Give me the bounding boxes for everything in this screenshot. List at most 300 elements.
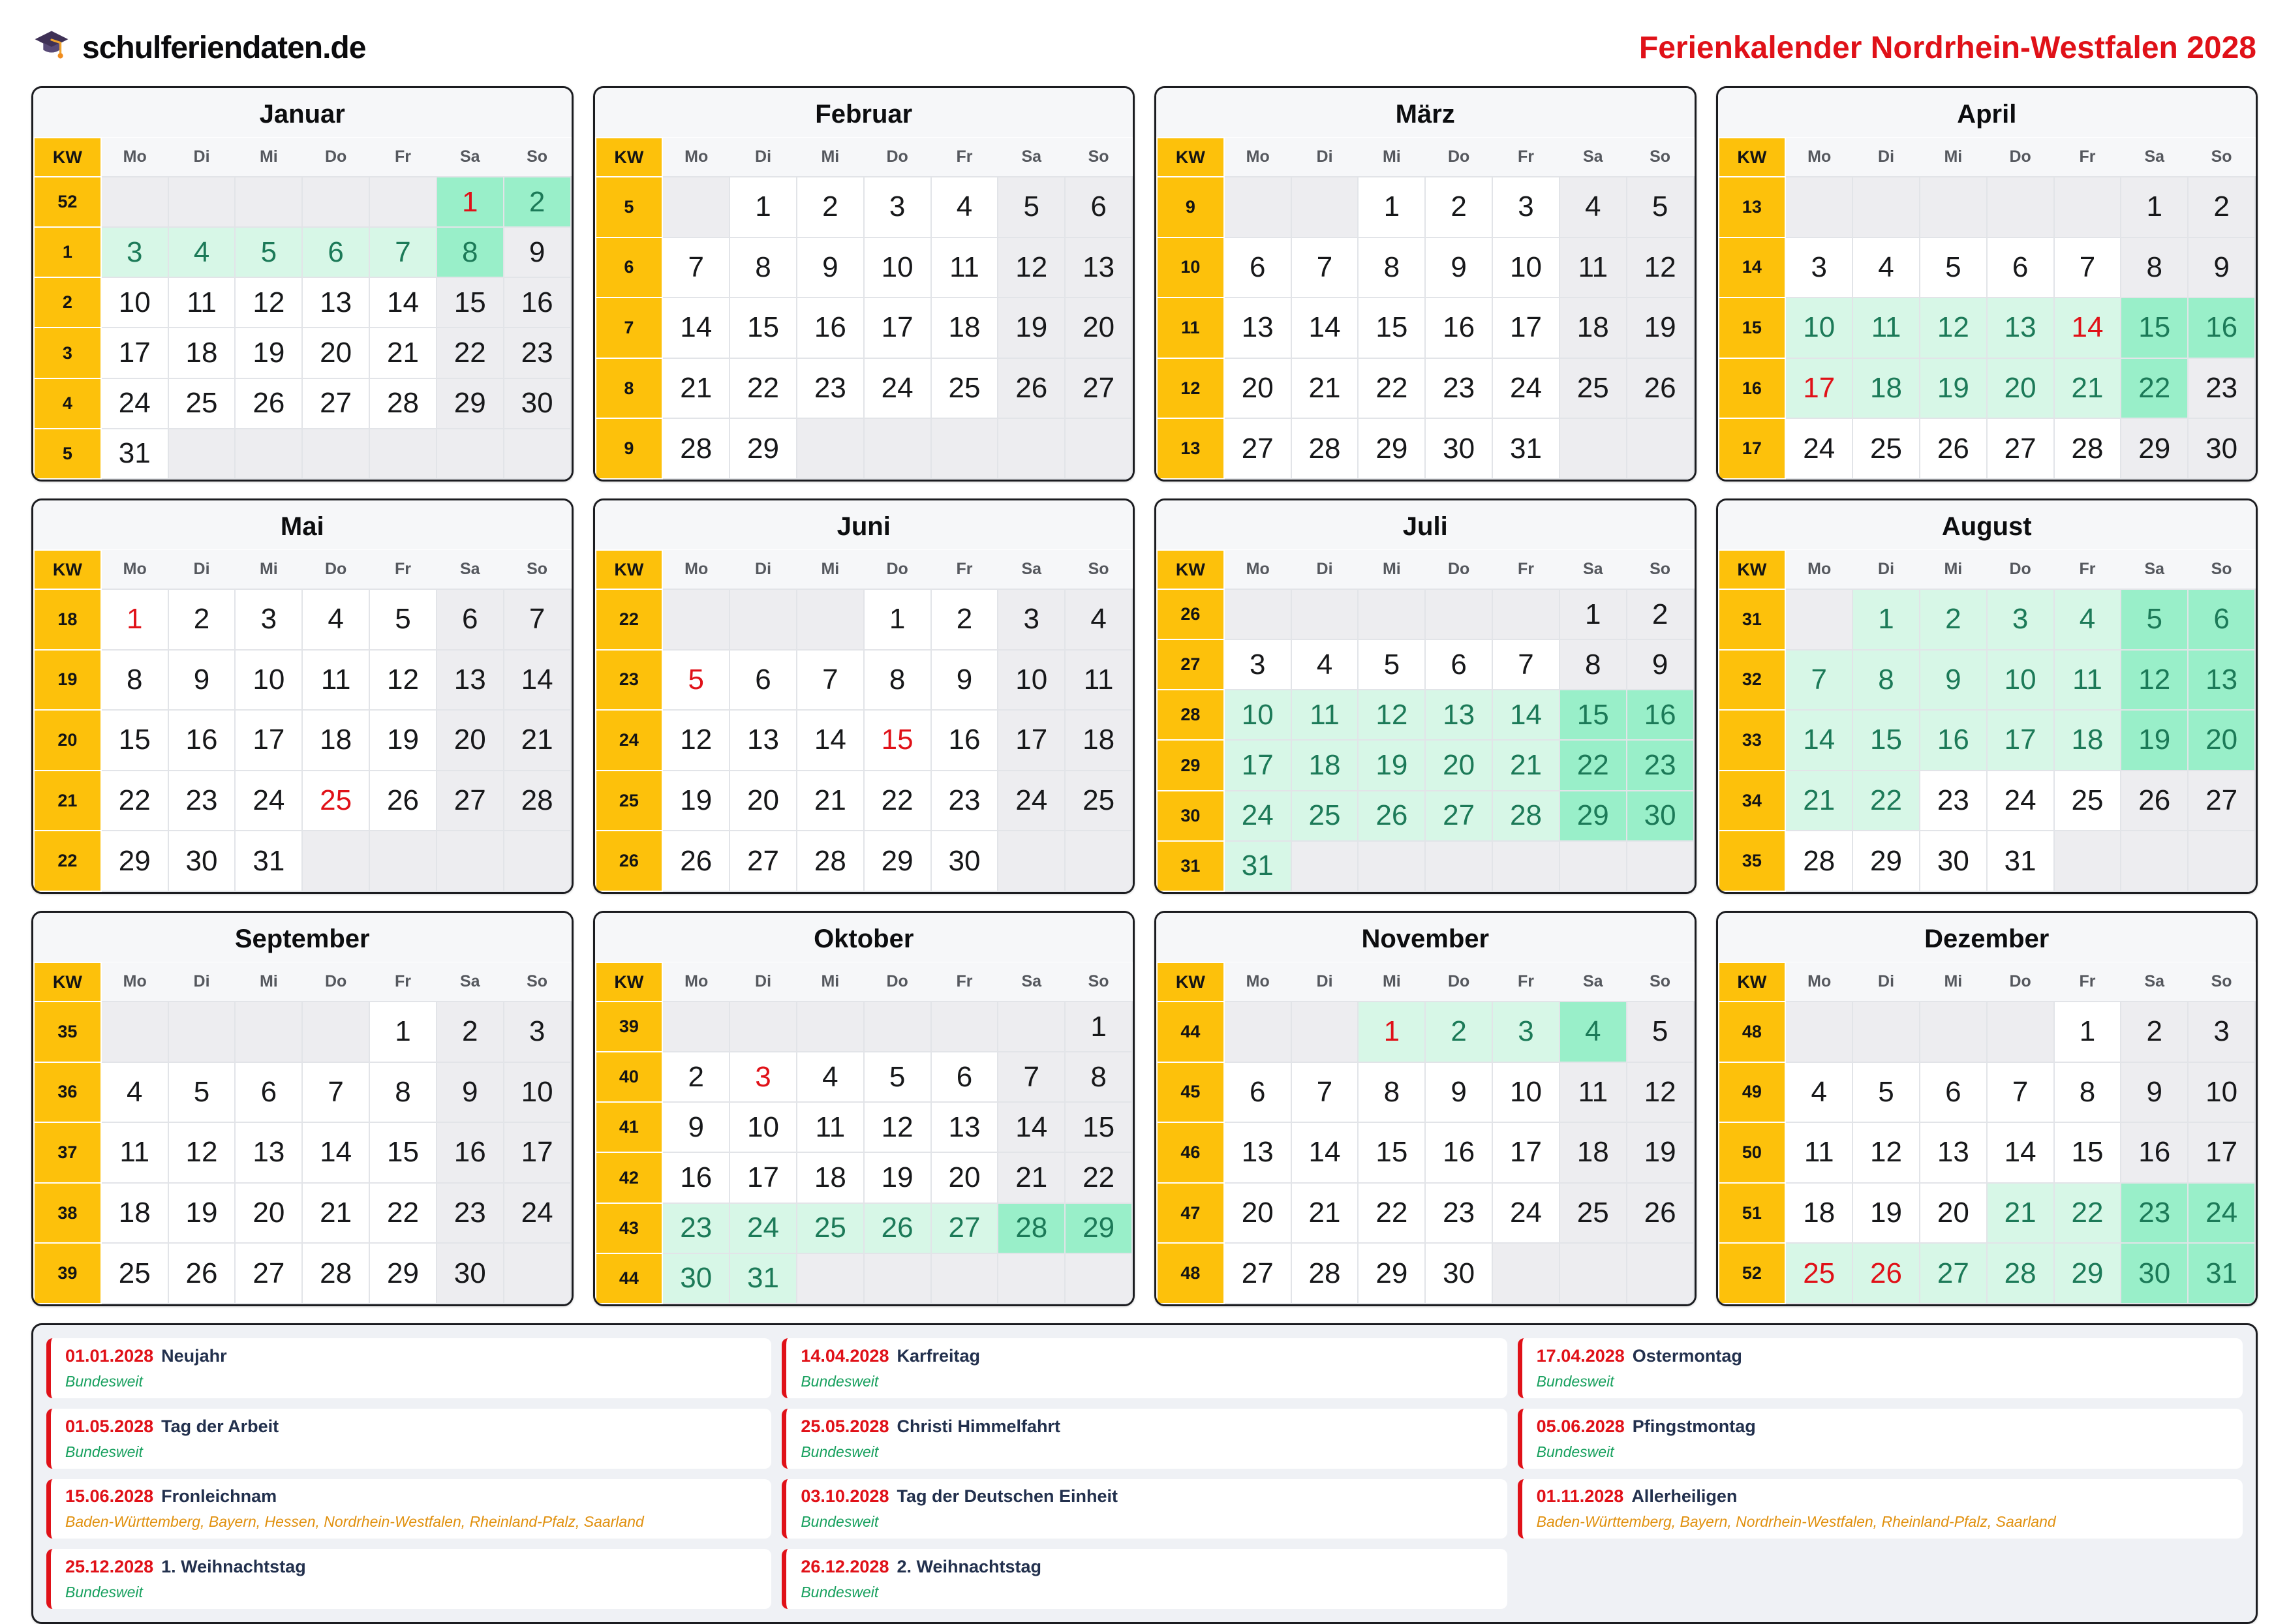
day-cell-empty — [168, 429, 236, 479]
week-number: 18 — [34, 589, 101, 650]
day-cell: 10 — [864, 237, 931, 298]
day-cell: 21 — [504, 710, 571, 771]
month-table — [1156, 962, 1695, 1304]
day-cell: 5 — [1627, 177, 1694, 237]
day-cell: 17 — [1785, 358, 1852, 419]
day-cell: 8 — [1852, 650, 1920, 711]
month-title: Januar — [33, 88, 572, 137]
day-cell: 20 — [931, 1152, 998, 1203]
day-cell-empty — [235, 1002, 302, 1062]
day-cell-empty — [1920, 177, 1987, 237]
weekday-header: Sa — [998, 550, 1065, 589]
day-cell: 3 — [2188, 1002, 2255, 1062]
day-cell: 18 — [1291, 740, 1359, 790]
day-cell: 22 — [2121, 358, 2188, 419]
week-number: 22 — [596, 589, 663, 650]
day-cell: 6 — [730, 650, 797, 711]
day-cell-empty — [168, 177, 236, 227]
weekday-header: Do — [302, 962, 369, 1002]
week-number: 7 — [596, 298, 663, 358]
day-cell: 2 — [1627, 589, 1694, 639]
day-cell-empty — [2121, 831, 2188, 891]
day-cell: 9 — [797, 237, 864, 298]
day-cell: 17 — [2188, 1122, 2255, 1183]
week-number: 23 — [596, 650, 663, 711]
weekday-header: Do — [1987, 138, 2054, 177]
day-cell-empty — [730, 589, 797, 650]
weekday-header: Mi — [1920, 962, 1987, 1002]
kw-header: KW — [34, 138, 101, 177]
day-cell: 7 — [797, 650, 864, 711]
day-cell: 4 — [1852, 237, 1920, 298]
day-cell: 1 — [864, 589, 931, 650]
day-cell: 9 — [1425, 237, 1492, 298]
day-cell: 10 — [998, 650, 1065, 711]
day-cell-empty — [864, 418, 931, 479]
day-cell: 28 — [1987, 1243, 2054, 1304]
day-cell: 1 — [101, 589, 168, 650]
weekday-header: Mo — [1224, 550, 1291, 589]
week-number: 12 — [1157, 358, 1224, 419]
day-cell: 16 — [168, 710, 236, 771]
weekday-header: Do — [1987, 550, 2054, 589]
day-cell: 29 — [730, 418, 797, 479]
day-cell: 25 — [1291, 791, 1359, 841]
day-cell: 31 — [101, 429, 168, 479]
week-number: 48 — [1719, 1002, 1786, 1062]
day-cell: 12 — [662, 710, 730, 771]
day-cell: 30 — [504, 378, 571, 429]
month-calendar — [593, 498, 1135, 894]
holiday-scope: Bundesweit — [801, 1584, 879, 1601]
day-cell: 14 — [1492, 690, 1559, 740]
day-cell: 6 — [1425, 639, 1492, 690]
day-cell: 15 — [2121, 298, 2188, 358]
day-cell: 9 — [168, 650, 236, 711]
holiday-date: 26.12.2028 — [801, 1557, 889, 1577]
day-cell: 30 — [1425, 1243, 1492, 1304]
day-cell-empty — [101, 177, 168, 227]
holiday-item — [46, 1549, 771, 1609]
day-cell-empty — [1785, 177, 1852, 237]
week-number: 44 — [1157, 1002, 1224, 1062]
day-cell: 7 — [302, 1062, 369, 1123]
day-cell-empty — [1559, 841, 1627, 891]
day-cell: 15 — [369, 1122, 437, 1183]
holiday-item — [782, 1549, 1507, 1609]
day-cell: 16 — [1425, 1122, 1492, 1183]
day-cell: 30 — [2188, 418, 2255, 479]
day-cell: 16 — [2188, 298, 2255, 358]
day-cell: 26 — [1920, 418, 1987, 479]
day-cell-empty — [302, 1002, 369, 1062]
day-cell-empty — [1224, 589, 1291, 639]
day-cell: 21 — [662, 358, 730, 419]
day-cell-empty — [2054, 177, 2121, 237]
day-cell: 20 — [1987, 358, 2054, 419]
kw-header: KW — [1719, 138, 1786, 177]
day-cell: 17 — [235, 710, 302, 771]
day-cell-empty — [1627, 841, 1694, 891]
day-cell: 19 — [1627, 1122, 1694, 1183]
day-cell: 18 — [1559, 1122, 1627, 1183]
day-cell-empty — [369, 177, 437, 227]
day-cell-empty — [730, 1002, 797, 1052]
day-cell-empty — [1785, 1002, 1852, 1062]
day-cell: 3 — [101, 227, 168, 277]
day-cell: 9 — [2188, 237, 2255, 298]
day-cell: 17 — [1224, 740, 1291, 790]
day-cell: 25 — [931, 358, 998, 419]
day-cell: 16 — [662, 1152, 730, 1203]
day-cell: 8 — [2054, 1062, 2121, 1123]
holiday-date: 17.04.2028 — [1536, 1345, 1625, 1366]
week-number: 17 — [1719, 418, 1786, 479]
weekday-header: Fr — [369, 550, 437, 589]
day-cell-empty — [864, 1002, 931, 1052]
day-cell-empty — [1224, 1002, 1291, 1062]
weekday-header: Fr — [2054, 962, 2121, 1002]
holiday-name: Neujahr — [161, 1345, 227, 1366]
weekday-header: Mi — [1358, 138, 1425, 177]
day-cell: 10 — [1492, 1062, 1559, 1123]
weekday-header: Fr — [1492, 962, 1559, 1002]
weekday-header: Mi — [797, 138, 864, 177]
day-cell: 3 — [1987, 589, 2054, 650]
day-cell: 31 — [1987, 831, 2054, 891]
day-cell: 6 — [235, 1062, 302, 1123]
day-cell: 1 — [1559, 589, 1627, 639]
day-cell: 14 — [1291, 298, 1359, 358]
day-cell: 16 — [1627, 690, 1694, 740]
day-cell: 24 — [998, 771, 1065, 831]
weekday-header: Di — [1852, 962, 1920, 1002]
weekday-header: Di — [730, 138, 797, 177]
weekday-header: Mo — [101, 138, 168, 177]
day-cell: 5 — [998, 177, 1065, 237]
day-cell: 22 — [2054, 1183, 2121, 1244]
week-number: 24 — [596, 710, 663, 771]
weekday-header: Mo — [1224, 962, 1291, 1002]
holiday-date: 25.05.2028 — [801, 1416, 889, 1436]
day-cell: 5 — [864, 1052, 931, 1102]
day-cell: 12 — [1920, 298, 1987, 358]
day-cell: 27 — [2188, 771, 2255, 831]
week-number: 45 — [1157, 1062, 1224, 1123]
week-number: 28 — [1157, 690, 1224, 740]
month-table — [33, 962, 572, 1304]
day-cell-empty — [1291, 841, 1359, 891]
day-cell: 28 — [1492, 791, 1559, 841]
day-cell: 11 — [1852, 298, 1920, 358]
day-cell-empty — [1065, 1253, 1132, 1304]
day-cell: 16 — [1425, 298, 1492, 358]
day-cell: 31 — [235, 831, 302, 891]
weekday-header: So — [2188, 138, 2255, 177]
week-number: 44 — [596, 1253, 663, 1304]
day-cell: 30 — [1920, 831, 1987, 891]
day-cell: 3 — [864, 177, 931, 237]
day-cell: 5 — [662, 650, 730, 711]
weekday-header: Sa — [2121, 962, 2188, 1002]
day-cell: 21 — [998, 1152, 1065, 1203]
month-table — [1156, 137, 1695, 480]
day-cell: 23 — [1920, 771, 1987, 831]
week-number: 10 — [1157, 237, 1224, 298]
day-cell: 22 — [1559, 740, 1627, 790]
weekday-header: So — [1627, 550, 1694, 589]
day-cell: 27 — [1224, 1243, 1291, 1304]
graduation-cap-icon — [33, 27, 70, 69]
week-number: 48 — [1157, 1243, 1224, 1304]
day-cell: 12 — [369, 650, 437, 711]
weekday-header: Fr — [931, 550, 998, 589]
day-cell: 30 — [2121, 1243, 2188, 1304]
day-cell: 20 — [302, 328, 369, 378]
day-cell: 18 — [101, 1183, 168, 1244]
week-number: 22 — [34, 831, 101, 891]
day-cell: 30 — [931, 831, 998, 891]
day-cell-empty — [662, 1002, 730, 1052]
day-cell-empty — [2054, 831, 2121, 891]
week-number: 35 — [34, 1002, 101, 1062]
day-cell: 19 — [2121, 710, 2188, 771]
week-number: 25 — [596, 771, 663, 831]
kw-header: KW — [1719, 962, 1786, 1002]
day-cell: 13 — [2188, 650, 2255, 711]
month-calendar — [1154, 911, 1697, 1306]
day-cell: 9 — [662, 1102, 730, 1152]
day-cell: 14 — [662, 298, 730, 358]
week-number: 38 — [34, 1183, 101, 1244]
day-cell: 14 — [1785, 710, 1852, 771]
weekday-header: Fr — [369, 962, 437, 1002]
day-cell-empty — [1291, 177, 1359, 237]
week-number: 2 — [34, 277, 101, 328]
month-title: März — [1156, 88, 1695, 137]
week-number: 1 — [34, 227, 101, 277]
day-cell: 16 — [931, 710, 998, 771]
day-cell: 2 — [797, 177, 864, 237]
day-cell-empty — [302, 429, 369, 479]
holiday-scope: Bundesweit — [801, 1513, 879, 1531]
day-cell: 22 — [864, 771, 931, 831]
holiday-item — [782, 1479, 1507, 1539]
week-number: 20 — [34, 710, 101, 771]
day-cell: 15 — [437, 277, 504, 328]
day-cell: 8 — [101, 650, 168, 711]
day-cell: 2 — [2121, 1002, 2188, 1062]
day-cell: 25 — [168, 378, 236, 429]
day-cell: 5 — [2121, 589, 2188, 650]
weekday-header: Sa — [437, 962, 504, 1002]
weekday-header: Di — [1291, 962, 1359, 1002]
weekday-header: Di — [730, 550, 797, 589]
day-cell-empty — [1987, 1002, 2054, 1062]
kw-header: KW — [1719, 550, 1786, 589]
month-table — [595, 137, 1133, 480]
day-cell: 24 — [730, 1203, 797, 1253]
day-cell: 29 — [101, 831, 168, 891]
day-cell: 18 — [302, 710, 369, 771]
holiday-date: 25.12.2028 — [65, 1557, 154, 1577]
weekday-header: Mo — [101, 962, 168, 1002]
day-cell-empty — [797, 418, 864, 479]
day-cell: 4 — [302, 589, 369, 650]
day-cell: 24 — [235, 771, 302, 831]
kw-header: KW — [596, 550, 663, 589]
month-table — [1156, 549, 1695, 892]
week-number: 13 — [1719, 177, 1786, 237]
day-cell: 30 — [168, 831, 236, 891]
day-cell: 19 — [864, 1152, 931, 1203]
day-cell-empty — [662, 589, 730, 650]
day-cell: 4 — [1065, 589, 1132, 650]
day-cell: 3 — [998, 589, 1065, 650]
day-cell: 24 — [1224, 791, 1291, 841]
day-cell: 15 — [1358, 298, 1425, 358]
day-cell-empty — [1358, 589, 1425, 639]
day-cell: 13 — [730, 710, 797, 771]
day-cell: 3 — [1785, 237, 1852, 298]
day-cell: 25 — [1785, 1243, 1852, 1304]
weekday-header: Sa — [998, 138, 1065, 177]
day-cell-empty — [998, 1002, 1065, 1052]
day-cell-empty — [1559, 418, 1627, 479]
weekday-header: Di — [1852, 138, 1920, 177]
holiday-scope: Bundesweit — [65, 1372, 143, 1390]
day-cell: 17 — [101, 328, 168, 378]
holiday-item — [782, 1409, 1507, 1469]
day-cell: 28 — [369, 378, 437, 429]
weekday-header: So — [1627, 962, 1694, 1002]
day-cell: 18 — [931, 298, 998, 358]
week-number: 50 — [1719, 1122, 1786, 1183]
weekday-header: So — [1065, 550, 1132, 589]
day-cell: 22 — [1358, 358, 1425, 419]
site-logo[interactable] — [33, 27, 365, 69]
month-title: April — [1718, 88, 2256, 137]
day-cell: 9 — [2121, 1062, 2188, 1123]
day-cell: 24 — [101, 378, 168, 429]
week-number: 6 — [596, 237, 663, 298]
day-cell: 23 — [797, 358, 864, 419]
day-cell-empty — [1492, 841, 1559, 891]
day-cell: 28 — [302, 1243, 369, 1304]
weekday-header: So — [1627, 138, 1694, 177]
day-cell-empty — [302, 177, 369, 227]
week-number: 27 — [1157, 639, 1224, 690]
weekday-header: Di — [168, 550, 236, 589]
day-cell: 16 — [1920, 710, 1987, 771]
holiday-date: 15.06.2028 — [65, 1486, 154, 1507]
day-cell: 18 — [2054, 710, 2121, 771]
day-cell: 26 — [864, 1203, 931, 1253]
day-cell: 18 — [1785, 1183, 1852, 1244]
day-cell: 29 — [1358, 1243, 1425, 1304]
day-cell: 25 — [1852, 418, 1920, 479]
day-cell: 12 — [168, 1122, 236, 1183]
day-cell: 11 — [168, 277, 236, 328]
day-cell: 17 — [1492, 298, 1559, 358]
day-cell: 27 — [1987, 418, 2054, 479]
weekday-header: Mo — [1785, 550, 1852, 589]
day-cell: 15 — [864, 710, 931, 771]
day-cell: 17 — [864, 298, 931, 358]
day-cell: 4 — [101, 1062, 168, 1123]
day-cell: 8 — [1358, 237, 1425, 298]
day-cell-empty — [1627, 418, 1694, 479]
weekday-header: Di — [730, 962, 797, 1002]
day-cell: 27 — [437, 771, 504, 831]
day-cell: 7 — [2054, 237, 2121, 298]
holiday-name: Ostermontag — [1632, 1345, 1742, 1366]
day-cell-empty — [1425, 589, 1492, 639]
holiday-item — [782, 1338, 1507, 1398]
weekday-header: Di — [1291, 550, 1359, 589]
day-cell: 29 — [2121, 418, 2188, 479]
day-cell: 21 — [2054, 358, 2121, 419]
day-cell: 29 — [369, 1243, 437, 1304]
day-cell: 12 — [864, 1102, 931, 1152]
holiday-scope: Bundesweit — [65, 1443, 143, 1460]
week-number: 4 — [34, 378, 101, 429]
day-cell: 25 — [1559, 1183, 1627, 1244]
week-number: 43 — [596, 1203, 663, 1253]
day-cell: 4 — [1291, 639, 1359, 690]
day-cell-empty — [101, 1002, 168, 1062]
week-number: 36 — [34, 1062, 101, 1123]
day-cell: 11 — [931, 237, 998, 298]
month-title: Oktober — [595, 913, 1133, 962]
day-cell: 27 — [1065, 358, 1132, 419]
day-cell: 2 — [437, 1002, 504, 1062]
day-cell: 21 — [369, 328, 437, 378]
weekday-header: Mi — [235, 962, 302, 1002]
weekday-header: Mi — [1358, 962, 1425, 1002]
day-cell: 4 — [931, 177, 998, 237]
month-calendar — [593, 86, 1135, 482]
day-cell: 28 — [1785, 831, 1852, 891]
day-cell: 11 — [1785, 1122, 1852, 1183]
day-cell: 22 — [1065, 1152, 1132, 1203]
day-cell: 20 — [730, 771, 797, 831]
day-cell: 7 — [1987, 1062, 2054, 1123]
day-cell: 24 — [504, 1183, 571, 1244]
day-cell: 26 — [1627, 358, 1694, 419]
day-cell: 29 — [864, 831, 931, 891]
day-cell: 21 — [302, 1183, 369, 1244]
kw-header: KW — [34, 550, 101, 589]
week-number: 26 — [1157, 589, 1224, 639]
day-cell: 15 — [1852, 710, 1920, 771]
day-cell: 8 — [730, 237, 797, 298]
day-cell: 20 — [1065, 298, 1132, 358]
day-cell: 22 — [730, 358, 797, 419]
day-cell-empty — [1627, 1243, 1694, 1304]
day-cell: 20 — [2188, 710, 2255, 771]
holiday-date: 01.05.2028 — [65, 1416, 154, 1436]
day-cell: 2 — [931, 589, 998, 650]
week-number: 51 — [1719, 1183, 1786, 1244]
holiday-scope: Bundesweit — [1536, 1372, 1614, 1390]
day-cell: 23 — [1627, 740, 1694, 790]
kw-header: KW — [1157, 550, 1224, 589]
day-cell: 17 — [998, 710, 1065, 771]
day-cell: 1 — [730, 177, 797, 237]
day-cell: 7 — [504, 589, 571, 650]
day-cell: 25 — [302, 771, 369, 831]
